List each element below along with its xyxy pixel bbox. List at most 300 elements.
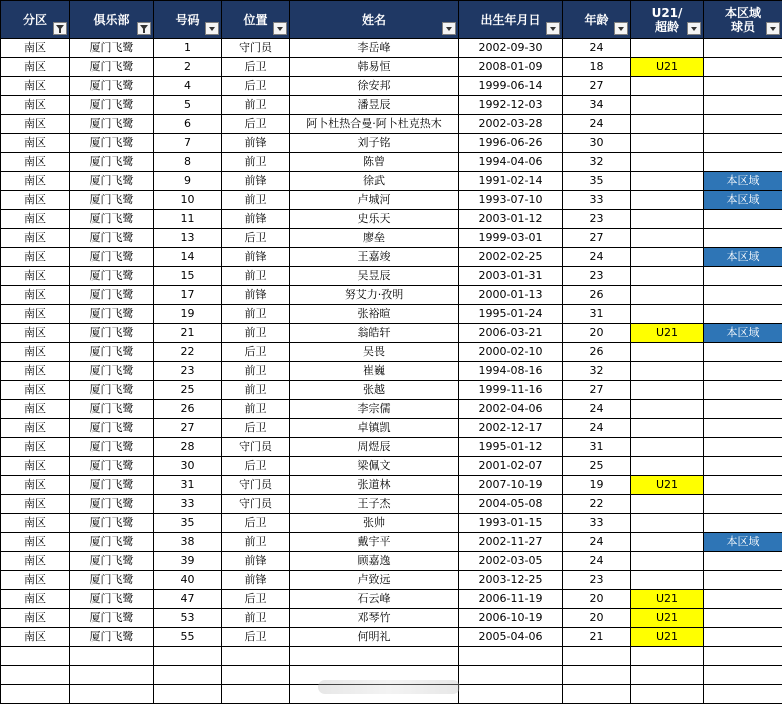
cell-local[interactable] xyxy=(704,77,782,96)
cell-region[interactable]: 南区 xyxy=(1,533,70,552)
cell-u21[interactable] xyxy=(631,381,704,400)
empty-cell[interactable] xyxy=(70,666,154,685)
cell-age[interactable]: 27 xyxy=(563,77,631,96)
cell-age[interactable]: 20 xyxy=(563,324,631,343)
empty-cell[interactable] xyxy=(70,685,154,704)
filter-button-name[interactable] xyxy=(442,22,456,35)
cell-region[interactable]: 南区 xyxy=(1,210,70,229)
cell-birthdate[interactable]: 2003-01-31 xyxy=(459,267,563,286)
cell-age[interactable]: 24 xyxy=(563,552,631,571)
cell-name[interactable]: 崔巍 xyxy=(290,362,459,381)
cell-name[interactable]: 陈曾 xyxy=(290,153,459,172)
cell-name[interactable]: 徐武 xyxy=(290,172,459,191)
cell-club[interactable]: 厦门飞鹭 xyxy=(70,305,154,324)
cell-club[interactable]: 厦门飞鹭 xyxy=(70,343,154,362)
cell-region[interactable]: 南区 xyxy=(1,229,70,248)
cell-birthdate[interactable]: 2002-03-28 xyxy=(459,115,563,134)
cell-u21[interactable]: U21 xyxy=(631,590,704,609)
cell-local[interactable] xyxy=(704,153,782,172)
cell-number[interactable]: 6 xyxy=(154,115,222,134)
cell-birthdate[interactable]: 2005-04-06 xyxy=(459,628,563,647)
cell-local[interactable] xyxy=(704,590,782,609)
cell-local[interactable] xyxy=(704,552,782,571)
cell-number[interactable]: 9 xyxy=(154,172,222,191)
cell-club[interactable]: 厦门飞鹭 xyxy=(70,628,154,647)
cell-local[interactable] xyxy=(704,419,782,438)
cell-local[interactable] xyxy=(704,115,782,134)
cell-u21[interactable] xyxy=(631,191,704,210)
cell-birthdate[interactable]: 2004-05-08 xyxy=(459,495,563,514)
cell-name[interactable]: 张道林 xyxy=(290,476,459,495)
cell-position[interactable]: 前锋 xyxy=(222,210,290,229)
cell-local[interactable] xyxy=(704,267,782,286)
cell-local[interactable] xyxy=(704,305,782,324)
cell-age[interactable]: 26 xyxy=(563,343,631,362)
cell-position[interactable]: 前卫 xyxy=(222,400,290,419)
filter-button-position[interactable] xyxy=(273,22,287,35)
cell-birthdate[interactable]: 1999-11-16 xyxy=(459,381,563,400)
cell-region[interactable]: 南区 xyxy=(1,115,70,134)
cell-name[interactable]: 张裕暄 xyxy=(290,305,459,324)
cell-club[interactable]: 厦门飞鹭 xyxy=(70,457,154,476)
cell-region[interactable]: 南区 xyxy=(1,305,70,324)
cell-name[interactable]: 翁皓轩 xyxy=(290,324,459,343)
cell-u21[interactable] xyxy=(631,343,704,362)
cell-local[interactable] xyxy=(704,571,782,590)
cell-local[interactable] xyxy=(704,609,782,628)
cell-local[interactable] xyxy=(704,210,782,229)
cell-name[interactable]: 韩易恒 xyxy=(290,58,459,77)
cell-name[interactable]: 戴宇平 xyxy=(290,533,459,552)
cell-position[interactable]: 后卫 xyxy=(222,590,290,609)
cell-birthdate[interactable]: 2006-11-19 xyxy=(459,590,563,609)
empty-cell[interactable] xyxy=(704,647,782,666)
cell-u21[interactable] xyxy=(631,305,704,324)
cell-name[interactable]: 吴畏 xyxy=(290,343,459,362)
cell-birthdate[interactable]: 2002-03-05 xyxy=(459,552,563,571)
cell-region[interactable]: 南区 xyxy=(1,609,70,628)
cell-club[interactable]: 厦门飞鹭 xyxy=(70,438,154,457)
empty-cell[interactable] xyxy=(563,666,631,685)
cell-number[interactable]: 23 xyxy=(154,362,222,381)
cell-club[interactable]: 厦门飞鹭 xyxy=(70,58,154,77)
cell-name[interactable]: 吴昱辰 xyxy=(290,267,459,286)
empty-cell[interactable] xyxy=(290,647,459,666)
cell-position[interactable]: 前锋 xyxy=(222,571,290,590)
cell-club[interactable]: 厦门飞鹭 xyxy=(70,77,154,96)
cell-name[interactable]: 张帅 xyxy=(290,514,459,533)
cell-number[interactable]: 25 xyxy=(154,381,222,400)
cell-u21[interactable]: U21 xyxy=(631,58,704,77)
filter-button-club[interactable] xyxy=(137,22,151,35)
empty-cell[interactable] xyxy=(631,647,704,666)
cell-position[interactable]: 后卫 xyxy=(222,229,290,248)
cell-name[interactable]: 努艾力·孜明 xyxy=(290,286,459,305)
empty-cell[interactable] xyxy=(1,647,70,666)
cell-region[interactable]: 南区 xyxy=(1,628,70,647)
cell-position[interactable]: 前卫 xyxy=(222,381,290,400)
cell-position[interactable]: 前卫 xyxy=(222,267,290,286)
cell-birthdate[interactable]: 2006-10-19 xyxy=(459,609,563,628)
cell-age[interactable]: 27 xyxy=(563,381,631,400)
cell-birthdate[interactable]: 2000-02-10 xyxy=(459,343,563,362)
cell-birthdate[interactable]: 1999-06-14 xyxy=(459,77,563,96)
empty-cell[interactable] xyxy=(704,685,782,704)
cell-age[interactable]: 33 xyxy=(563,514,631,533)
cell-birthdate[interactable]: 1991-02-14 xyxy=(459,172,563,191)
cell-position[interactable]: 前锋 xyxy=(222,172,290,191)
cell-age[interactable]: 23 xyxy=(563,571,631,590)
cell-u21[interactable] xyxy=(631,571,704,590)
cell-number[interactable]: 39 xyxy=(154,552,222,571)
cell-club[interactable]: 厦门飞鹭 xyxy=(70,609,154,628)
cell-age[interactable]: 30 xyxy=(563,134,631,153)
cell-position[interactable]: 后卫 xyxy=(222,419,290,438)
cell-age[interactable]: 22 xyxy=(563,495,631,514)
cell-number[interactable]: 2 xyxy=(154,58,222,77)
cell-number[interactable]: 31 xyxy=(154,476,222,495)
cell-age[interactable]: 23 xyxy=(563,267,631,286)
cell-position[interactable]: 前卫 xyxy=(222,362,290,381)
cell-club[interactable]: 厦门飞鹭 xyxy=(70,153,154,172)
cell-age[interactable]: 31 xyxy=(563,438,631,457)
cell-number[interactable]: 22 xyxy=(154,343,222,362)
empty-cell[interactable] xyxy=(154,685,222,704)
cell-club[interactable]: 厦门飞鹭 xyxy=(70,400,154,419)
cell-u21[interactable] xyxy=(631,552,704,571)
cell-position[interactable]: 守门员 xyxy=(222,39,290,58)
cell-position[interactable]: 后卫 xyxy=(222,514,290,533)
cell-u21[interactable] xyxy=(631,495,704,514)
cell-region[interactable]: 南区 xyxy=(1,39,70,58)
cell-club[interactable]: 厦门飞鹭 xyxy=(70,191,154,210)
cell-position[interactable]: 前锋 xyxy=(222,286,290,305)
cell-name[interactable]: 廖垒 xyxy=(290,229,459,248)
cell-position[interactable]: 后卫 xyxy=(222,115,290,134)
cell-region[interactable]: 南区 xyxy=(1,77,70,96)
cell-local[interactable] xyxy=(704,400,782,419)
cell-position[interactable]: 后卫 xyxy=(222,343,290,362)
filter-button-age[interactable] xyxy=(614,22,628,35)
cell-u21[interactable] xyxy=(631,248,704,267)
cell-local[interactable]: 本区域 xyxy=(704,533,782,552)
cell-number[interactable]: 26 xyxy=(154,400,222,419)
cell-club[interactable]: 厦门飞鹭 xyxy=(70,381,154,400)
cell-name[interactable]: 徐安邦 xyxy=(290,77,459,96)
empty-cell[interactable] xyxy=(222,647,290,666)
cell-birthdate[interactable]: 1992-12-03 xyxy=(459,96,563,115)
cell-number[interactable]: 15 xyxy=(154,267,222,286)
cell-age[interactable]: 32 xyxy=(563,362,631,381)
cell-local[interactable] xyxy=(704,438,782,457)
cell-position[interactable]: 前卫 xyxy=(222,191,290,210)
cell-position[interactable]: 前卫 xyxy=(222,609,290,628)
cell-name[interactable]: 石云峰 xyxy=(290,590,459,609)
cell-u21[interactable]: U21 xyxy=(631,609,704,628)
cell-name[interactable]: 顾嘉逸 xyxy=(290,552,459,571)
cell-position[interactable]: 守门员 xyxy=(222,495,290,514)
cell-position[interactable]: 前锋 xyxy=(222,134,290,153)
cell-number[interactable]: 7 xyxy=(154,134,222,153)
empty-cell[interactable] xyxy=(459,685,563,704)
cell-number[interactable]: 38 xyxy=(154,533,222,552)
cell-number[interactable]: 19 xyxy=(154,305,222,324)
cell-region[interactable]: 南区 xyxy=(1,153,70,172)
cell-position[interactable]: 前卫 xyxy=(222,324,290,343)
empty-cell[interactable] xyxy=(222,685,290,704)
cell-local[interactable] xyxy=(704,495,782,514)
cell-position[interactable]: 守门员 xyxy=(222,476,290,495)
filter-button-region[interactable] xyxy=(53,22,67,35)
cell-position[interactable]: 后卫 xyxy=(222,457,290,476)
cell-u21[interactable]: U21 xyxy=(631,476,704,495)
cell-club[interactable]: 厦门飞鹭 xyxy=(70,248,154,267)
cell-birthdate[interactable]: 2002-09-30 xyxy=(459,39,563,58)
cell-birthdate[interactable]: 1996-06-26 xyxy=(459,134,563,153)
cell-local[interactable] xyxy=(704,343,782,362)
cell-region[interactable]: 南区 xyxy=(1,495,70,514)
cell-u21[interactable] xyxy=(631,96,704,115)
filter-button-u21[interactable] xyxy=(687,22,701,35)
cell-u21[interactable] xyxy=(631,210,704,229)
cell-number[interactable]: 28 xyxy=(154,438,222,457)
cell-age[interactable]: 24 xyxy=(563,39,631,58)
cell-age[interactable]: 20 xyxy=(563,609,631,628)
cell-number[interactable]: 21 xyxy=(154,324,222,343)
cell-age[interactable]: 24 xyxy=(563,115,631,134)
empty-cell[interactable] xyxy=(563,647,631,666)
cell-birthdate[interactable]: 2002-04-06 xyxy=(459,400,563,419)
cell-age[interactable]: 26 xyxy=(563,286,631,305)
cell-u21[interactable] xyxy=(631,172,704,191)
cell-local[interactable] xyxy=(704,457,782,476)
cell-local[interactable]: 本区域 xyxy=(704,248,782,267)
cell-position[interactable]: 前卫 xyxy=(222,96,290,115)
cell-birthdate[interactable]: 2002-02-25 xyxy=(459,248,563,267)
cell-age[interactable]: 25 xyxy=(563,457,631,476)
cell-u21[interactable]: U21 xyxy=(631,324,704,343)
cell-number[interactable]: 13 xyxy=(154,229,222,248)
cell-region[interactable]: 南区 xyxy=(1,457,70,476)
empty-cell[interactable] xyxy=(1,666,70,685)
cell-birthdate[interactable]: 2002-11-27 xyxy=(459,533,563,552)
cell-local[interactable] xyxy=(704,286,782,305)
cell-age[interactable]: 23 xyxy=(563,210,631,229)
empty-cell[interactable] xyxy=(154,666,222,685)
cell-region[interactable]: 南区 xyxy=(1,590,70,609)
cell-name[interactable]: 卓镇凯 xyxy=(290,419,459,438)
cell-region[interactable]: 南区 xyxy=(1,172,70,191)
cell-number[interactable]: 30 xyxy=(154,457,222,476)
cell-birthdate[interactable]: 2003-12-25 xyxy=(459,571,563,590)
cell-birthdate[interactable]: 1993-01-15 xyxy=(459,514,563,533)
cell-region[interactable]: 南区 xyxy=(1,343,70,362)
cell-club[interactable]: 厦门飞鹭 xyxy=(70,419,154,438)
cell-name[interactable]: 何明礼 xyxy=(290,628,459,647)
cell-name[interactable]: 刘子铭 xyxy=(290,134,459,153)
cell-name[interactable]: 邓琴竹 xyxy=(290,609,459,628)
cell-club[interactable]: 厦门飞鹭 xyxy=(70,96,154,115)
cell-club[interactable]: 厦门飞鹭 xyxy=(70,39,154,58)
cell-club[interactable]: 厦门飞鹭 xyxy=(70,229,154,248)
empty-cell[interactable] xyxy=(631,666,704,685)
cell-age[interactable]: 24 xyxy=(563,400,631,419)
cell-number[interactable]: 14 xyxy=(154,248,222,267)
cell-u21[interactable] xyxy=(631,77,704,96)
cell-age[interactable]: 19 xyxy=(563,476,631,495)
cell-u21[interactable] xyxy=(631,134,704,153)
empty-cell[interactable] xyxy=(154,647,222,666)
filter-button-birthdate[interactable] xyxy=(546,22,560,35)
cell-region[interactable]: 南区 xyxy=(1,571,70,590)
cell-region[interactable]: 南区 xyxy=(1,400,70,419)
cell-age[interactable]: 27 xyxy=(563,229,631,248)
cell-birthdate[interactable]: 2008-01-09 xyxy=(459,58,563,77)
cell-number[interactable]: 1 xyxy=(154,39,222,58)
empty-cell[interactable] xyxy=(704,666,782,685)
cell-local[interactable] xyxy=(704,96,782,115)
cell-name[interactable]: 卢城河 xyxy=(290,191,459,210)
cell-u21[interactable] xyxy=(631,362,704,381)
cell-u21[interactable] xyxy=(631,286,704,305)
cell-age[interactable]: 24 xyxy=(563,419,631,438)
cell-age[interactable]: 20 xyxy=(563,590,631,609)
cell-position[interactable]: 前卫 xyxy=(222,533,290,552)
cell-number[interactable]: 8 xyxy=(154,153,222,172)
cell-local[interactable] xyxy=(704,134,782,153)
empty-cell[interactable] xyxy=(70,647,154,666)
cell-club[interactable]: 厦门飞鹭 xyxy=(70,134,154,153)
cell-local[interactable] xyxy=(704,39,782,58)
cell-name[interactable]: 王子杰 xyxy=(290,495,459,514)
cell-region[interactable]: 南区 xyxy=(1,248,70,267)
cell-u21[interactable]: U21 xyxy=(631,628,704,647)
cell-club[interactable]: 厦门飞鹭 xyxy=(70,495,154,514)
cell-name[interactable]: 王嘉竣 xyxy=(290,248,459,267)
cell-region[interactable]: 南区 xyxy=(1,514,70,533)
cell-club[interactable]: 厦门飞鹭 xyxy=(70,286,154,305)
cell-number[interactable]: 11 xyxy=(154,210,222,229)
cell-age[interactable]: 32 xyxy=(563,153,631,172)
cell-position[interactable]: 前卫 xyxy=(222,305,290,324)
cell-number[interactable]: 55 xyxy=(154,628,222,647)
cell-local[interactable] xyxy=(704,229,782,248)
cell-age[interactable]: 18 xyxy=(563,58,631,77)
cell-birthdate[interactable]: 2007-10-19 xyxy=(459,476,563,495)
cell-club[interactable]: 厦门飞鹭 xyxy=(70,552,154,571)
cell-club[interactable]: 厦门飞鹭 xyxy=(70,533,154,552)
cell-position[interactable]: 前卫 xyxy=(222,153,290,172)
cell-club[interactable]: 厦门飞鹭 xyxy=(70,210,154,229)
cell-birthdate[interactable]: 1993-07-10 xyxy=(459,191,563,210)
cell-position[interactable]: 前锋 xyxy=(222,248,290,267)
cell-name[interactable]: 张越 xyxy=(290,381,459,400)
cell-u21[interactable] xyxy=(631,533,704,552)
cell-name[interactable]: 卢致远 xyxy=(290,571,459,590)
cell-region[interactable]: 南区 xyxy=(1,552,70,571)
cell-position[interactable]: 守门员 xyxy=(222,438,290,457)
cell-local[interactable] xyxy=(704,362,782,381)
filter-button-local[interactable] xyxy=(766,22,780,35)
cell-name[interactable]: 梁佩文 xyxy=(290,457,459,476)
empty-cell[interactable] xyxy=(631,685,704,704)
empty-cell[interactable] xyxy=(563,685,631,704)
cell-local[interactable] xyxy=(704,476,782,495)
cell-age[interactable]: 35 xyxy=(563,172,631,191)
cell-local[interactable] xyxy=(704,628,782,647)
cell-club[interactable]: 厦门飞鹭 xyxy=(70,571,154,590)
cell-age[interactable]: 24 xyxy=(563,248,631,267)
cell-region[interactable]: 南区 xyxy=(1,191,70,210)
empty-cell[interactable] xyxy=(459,647,563,666)
cell-region[interactable]: 南区 xyxy=(1,438,70,457)
cell-u21[interactable] xyxy=(631,115,704,134)
empty-cell[interactable] xyxy=(222,666,290,685)
cell-club[interactable]: 厦门飞鹭 xyxy=(70,476,154,495)
cell-region[interactable]: 南区 xyxy=(1,267,70,286)
cell-birthdate[interactable]: 2001-02-07 xyxy=(459,457,563,476)
cell-region[interactable]: 南区 xyxy=(1,324,70,343)
cell-club[interactable]: 厦门飞鹭 xyxy=(70,590,154,609)
cell-position[interactable]: 后卫 xyxy=(222,77,290,96)
cell-local[interactable]: 本区域 xyxy=(704,191,782,210)
cell-u21[interactable] xyxy=(631,39,704,58)
cell-name[interactable]: 李宗儒 xyxy=(290,400,459,419)
cell-birthdate[interactable]: 1999-03-01 xyxy=(459,229,563,248)
empty-cell[interactable] xyxy=(459,666,563,685)
cell-birthdate[interactable]: 2000-01-13 xyxy=(459,286,563,305)
cell-club[interactable]: 厦门飞鹭 xyxy=(70,514,154,533)
cell-number[interactable]: 47 xyxy=(154,590,222,609)
cell-age[interactable]: 33 xyxy=(563,191,631,210)
cell-age[interactable]: 21 xyxy=(563,628,631,647)
empty-cell[interactable] xyxy=(1,685,70,704)
cell-number[interactable]: 4 xyxy=(154,77,222,96)
cell-number[interactable]: 33 xyxy=(154,495,222,514)
cell-region[interactable]: 南区 xyxy=(1,419,70,438)
cell-local[interactable] xyxy=(704,514,782,533)
cell-club[interactable]: 厦门飞鹭 xyxy=(70,115,154,134)
cell-position[interactable]: 后卫 xyxy=(222,628,290,647)
cell-number[interactable]: 10 xyxy=(154,191,222,210)
cell-region[interactable]: 南区 xyxy=(1,362,70,381)
cell-u21[interactable] xyxy=(631,438,704,457)
cell-birthdate[interactable]: 2006-03-21 xyxy=(459,324,563,343)
cell-local[interactable]: 本区域 xyxy=(704,324,782,343)
cell-region[interactable]: 南区 xyxy=(1,96,70,115)
cell-name[interactable]: 李岳峰 xyxy=(290,39,459,58)
cell-name[interactable]: 史乐天 xyxy=(290,210,459,229)
cell-name[interactable]: 阿卜杜热合曼·阿卜杜克热木 xyxy=(290,115,459,134)
cell-region[interactable]: 南区 xyxy=(1,134,70,153)
cell-club[interactable]: 厦门飞鹭 xyxy=(70,362,154,381)
cell-number[interactable]: 17 xyxy=(154,286,222,305)
cell-region[interactable]: 南区 xyxy=(1,58,70,77)
cell-number[interactable]: 40 xyxy=(154,571,222,590)
cell-club[interactable]: 厦门飞鹭 xyxy=(70,324,154,343)
cell-birthdate[interactable]: 1995-01-24 xyxy=(459,305,563,324)
cell-number[interactable]: 27 xyxy=(154,419,222,438)
cell-local[interactable]: 本区域 xyxy=(704,172,782,191)
cell-age[interactable]: 34 xyxy=(563,96,631,115)
cell-u21[interactable] xyxy=(631,419,704,438)
cell-name[interactable]: 潘昱辰 xyxy=(290,96,459,115)
cell-birthdate[interactable]: 1995-01-12 xyxy=(459,438,563,457)
cell-age[interactable]: 31 xyxy=(563,305,631,324)
cell-number[interactable]: 5 xyxy=(154,96,222,115)
cell-birthdate[interactable]: 2003-01-12 xyxy=(459,210,563,229)
cell-position[interactable]: 前锋 xyxy=(222,552,290,571)
